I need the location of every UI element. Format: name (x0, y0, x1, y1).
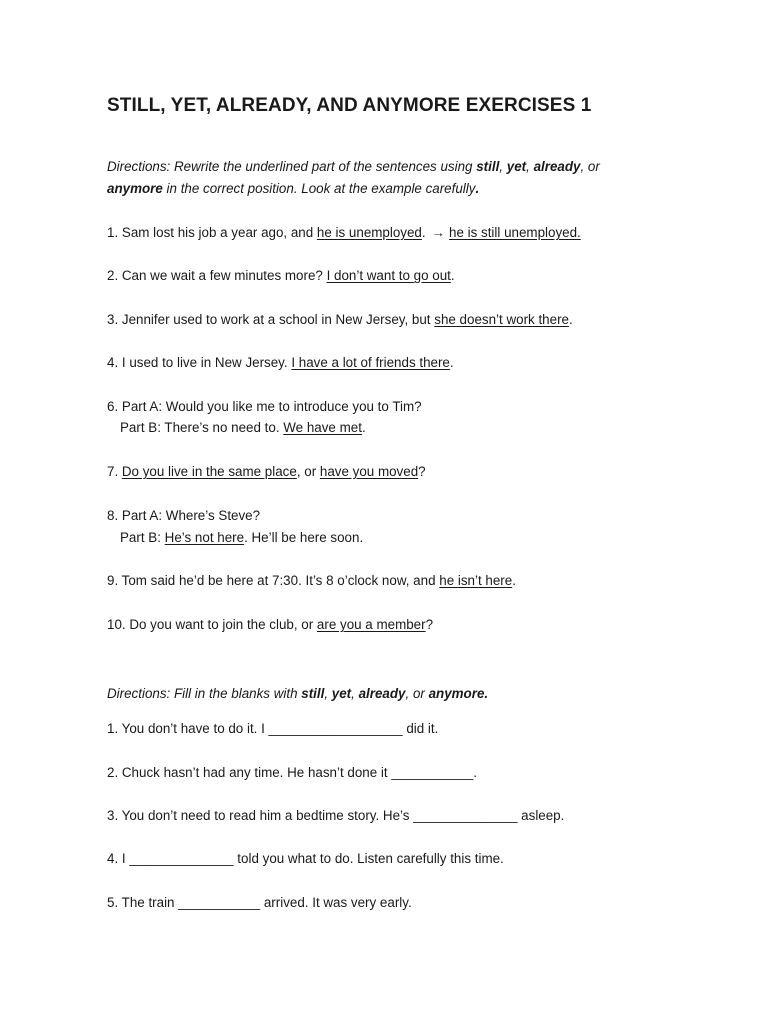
exercise-1-item-9: 9. Tom said he’d be here at 7:30. It’s 8 o’clock now, and he isn’t here. (107, 573, 516, 588)
directions-1-line-1: Directions: Rewrite the underlined part of the sentences using still, yet, already, or (107, 159, 600, 174)
underlined-phrase: she doesn’t work there (434, 312, 569, 327)
word-yet: yet (506, 159, 527, 174)
directions-label: Directions: (107, 686, 171, 701)
underlined-phrase: he isn’t here (439, 573, 513, 588)
exercise-1-item-6-part-a: 6. Part A: Would you like me to introduce you to Tim? (107, 399, 422, 414)
exercise-2-item-3: 3. You don’t need to read him a bedtime story. He’s ______________ asleep. (107, 808, 565, 823)
word-anymore: anymore (428, 686, 485, 701)
exercise-2-item-5: 5. The train ___________ arrived. It was very early. (107, 895, 412, 910)
example-answer: he is still unemployed. (449, 225, 581, 240)
directions-1-line-2: anymore in the correct position. Look at the example carefully. (107, 181, 480, 196)
word-anymore: anymore (107, 181, 163, 196)
word-already: already (533, 159, 581, 174)
directions-label: Directions: (107, 159, 171, 174)
underlined-phrase: have you moved (319, 464, 419, 479)
underlined-phrase: He’s not here (164, 530, 245, 545)
word-already: already (358, 686, 406, 701)
exercise-1-item-8-part-b: Part B: He’s not here. He’ll be here soon. (120, 530, 364, 545)
exercise-1-item-2: 2. Can we wait a few minutes more? I don’t want to go out. (107, 268, 455, 283)
arrow-right-icon: → (431, 225, 446, 240)
exercise-1-item-1: 1. Sam lost his job a year ago, and he is unemployed. → he is still unemployed. (107, 225, 581, 240)
underlined-phrase: are you a member (316, 617, 426, 632)
underlined-phrase: he is unemployed (316, 225, 422, 240)
exercise-1-item-8-part-a: 8. Part A: Where’s Steve? (107, 508, 261, 523)
exercise-2-item-1: 1. You don’t have to do it. I __________________ did it. (107, 721, 439, 736)
exercise-2-item-4: 4. I ______________ told you what to do. Listen carefully this time. (107, 851, 504, 866)
word-yet: yet (331, 686, 352, 701)
underlined-phrase: I have a lot of friends there (291, 355, 450, 370)
directions-2: Directions: Fill in the blanks with still, yet, already, or anymore. (107, 686, 489, 701)
word-still: still (476, 159, 500, 174)
word-still: still (301, 686, 325, 701)
exercise-2-item-2: 2. Chuck hasn’t had any time. He hasn’t done it ___________. (107, 765, 477, 780)
exercise-1-item-6-part-b: Part B: There’s no need to. We have met. (120, 420, 366, 435)
page-title: STILL, YET, ALREADY, AND ANYMORE EXERCISES 1 (107, 95, 592, 116)
exercise-1-item-3: 3. Jennifer used to work at a school in New Jersey, but she doesn’t work there. (107, 312, 573, 327)
underlined-phrase: I don’t want to go out (326, 268, 451, 283)
exercise-1-item-10: 10. Do you want to join the club, or are you a member? (107, 617, 434, 632)
exercise-1-item-7: 7. Do you live in the same place, or have you moved? (107, 464, 426, 479)
underlined-phrase: We have met (283, 420, 362, 435)
underlined-phrase: Do you live in the same place (121, 464, 297, 479)
exercise-1-item-4: 4. I used to live in New Jersey. I have a lot of friends there. (107, 355, 454, 370)
